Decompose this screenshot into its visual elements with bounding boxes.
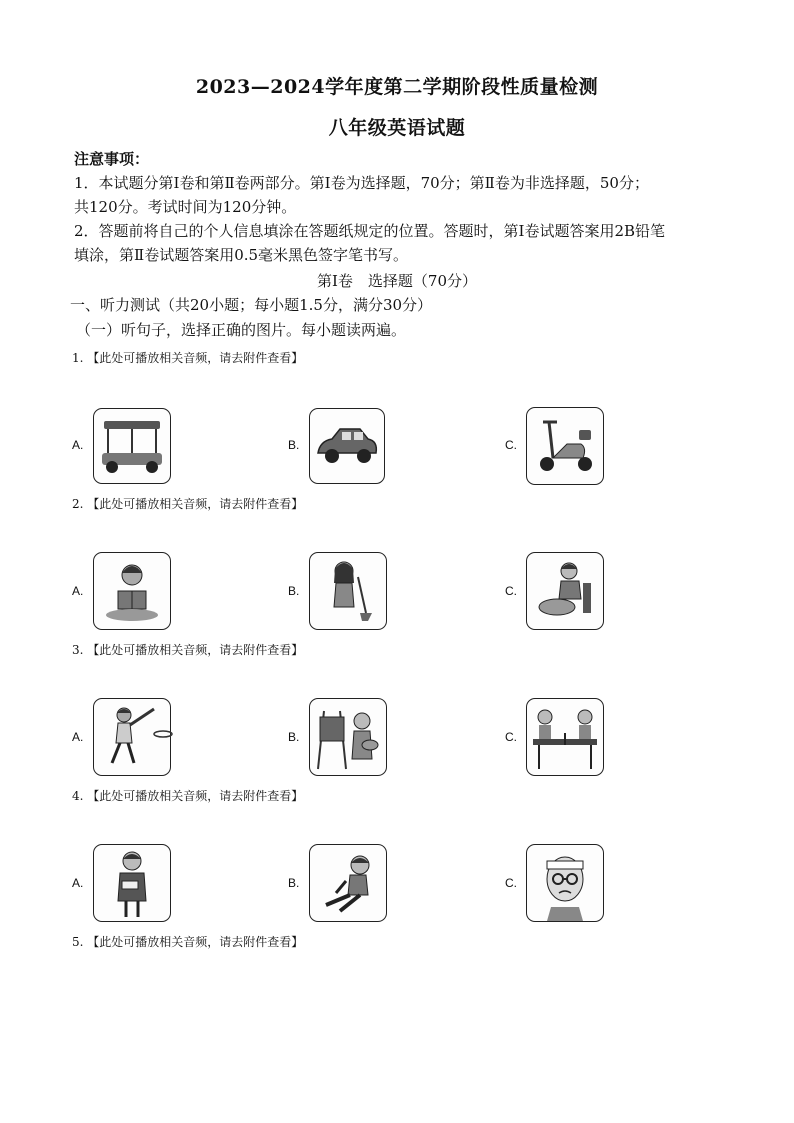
boy-broken-arm-icon (94, 845, 170, 921)
q2-option-a-letter: A. (72, 584, 84, 598)
exam-subtitle: 八年级英语试题 (328, 117, 466, 139)
note-item-1-line-1: 1．本试题分第Ⅰ卷和第Ⅱ卷两部分。第Ⅰ卷为选择题，70分；第Ⅱ卷为非选择题，50分； (74, 174, 649, 192)
girl-washing-icon (527, 553, 603, 629)
q2-option-b-letter: B. (288, 584, 300, 598)
q4-option-b-letter: B. (288, 876, 300, 890)
q1-option-b-image[interactable] (309, 408, 385, 484)
notes-heading: 注意事项： (74, 150, 150, 168)
subpart-1-heading: （一）听句子，选择正确的图片。每小题读两遍。 (76, 321, 407, 339)
q3-option-b-image[interactable] (309, 698, 387, 776)
tuk-tuk-icon (94, 409, 170, 483)
question-1-label[interactable]: 1. 【此处可播放相关音频，请去附件查看】 (72, 351, 304, 365)
question-3-label[interactable]: 3. 【此处可播放相关音频，请去附件查看】 (72, 643, 304, 657)
scooter-icon (527, 408, 603, 484)
q3-option-a-letter: A. (72, 730, 84, 744)
baseball-icon (152, 728, 174, 740)
ping-pong-icon (527, 699, 603, 775)
q4-option-c-letter: C. (505, 876, 517, 890)
q1-option-c-image[interactable] (526, 407, 604, 485)
boy-headache-icon (527, 845, 603, 921)
q1-option-a-letter: A. (72, 438, 84, 452)
q4-option-a-letter: A. (72, 876, 84, 890)
q2-option-c-image[interactable] (526, 552, 604, 630)
note-item-2-line-2: 填涂，第Ⅱ卷试题答案用0.5毫米黑色签字笔书写。 (74, 246, 409, 264)
q1-option-a-image[interactable] (93, 408, 171, 484)
painter-icon (310, 699, 386, 775)
question-2-label[interactable]: 2. 【此处可播放相关音频，请去附件查看】 (72, 497, 304, 511)
q4-option-c-image[interactable] (526, 844, 604, 922)
q3-option-c-letter: C. (505, 730, 517, 744)
girl-sweeping-icon (310, 553, 386, 629)
q1-option-c-letter: C. (505, 438, 517, 452)
exam-title: 2023—2024学年度第二学期阶段性质量检测 (195, 76, 599, 98)
note-item-2-line-1: 2．答题前将自己的个人信息填涂在答题纸规定的位置。答题时，第Ⅰ卷试题答案用2B铅笔 (74, 222, 666, 240)
q1-option-b-letter: B. (288, 438, 300, 452)
question-4-label[interactable]: 4. 【此处可播放相关音频，请去附件查看】 (72, 789, 304, 803)
car-icon (310, 409, 384, 483)
note-item-1-line-2: 共120分。考试时间为120分钟。 (74, 198, 297, 216)
q2-option-a-image[interactable] (93, 552, 171, 630)
q2-option-b-image[interactable] (309, 552, 387, 630)
part-1-heading: 一、听力测试（共20小题；每小题1.5分，满分30分） (70, 296, 433, 314)
q4-option-b-image[interactable] (309, 844, 387, 922)
q4-option-a-image[interactable] (93, 844, 171, 922)
section-title: 第Ⅰ卷 选择题（70分） (316, 272, 477, 290)
boy-hurt-leg-icon (310, 845, 386, 921)
q2-option-c-letter: C. (505, 584, 517, 598)
question-5-label[interactable]: 5. 【此处可播放相关音频，请去附件查看】 (72, 935, 304, 949)
q3-option-b-letter: B. (288, 730, 300, 744)
q3-option-c-image[interactable] (526, 698, 604, 776)
girl-reading-icon (94, 553, 170, 629)
